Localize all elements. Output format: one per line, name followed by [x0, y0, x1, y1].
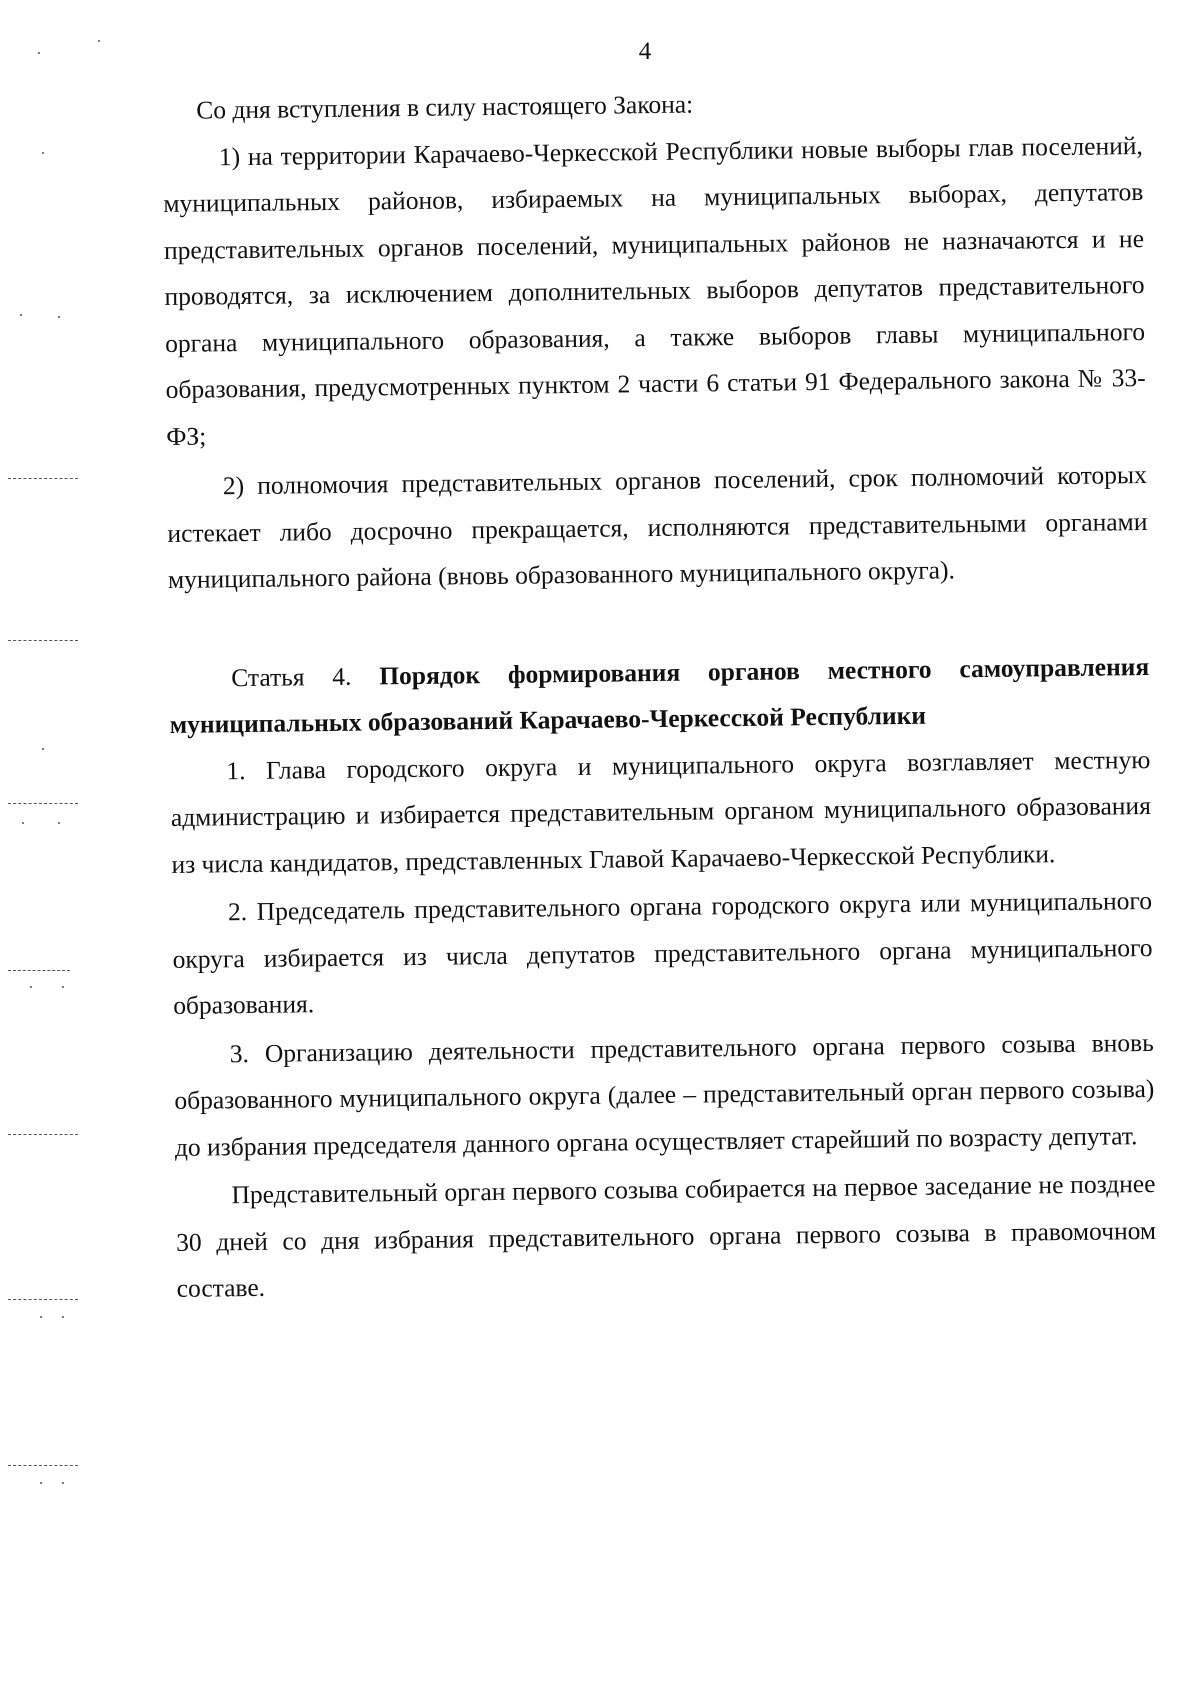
scan-margin-marks	[0, 0, 100, 1708]
article-paragraph-4: Представительный орган первого созыва собирается на первое заседание не позднее 30 дней со дня избрания представительного органа первого созыва в правомочном составе.	[175, 1168, 1157, 1303]
list-item-1: 1) на территории Карачаево-Черкесской Республики новые выборы глав поселений, муниципальных районов, избираемых на муниципальных выборах, депутатов представительных органов поселений, муниципальных районов не назначаются и не проводятся, за исключением дополнительных выборов депутатов представительного органа муниципального образования, а также выборов главы муниципального образования, предусмотренных пунктом 2 части 6 статьи 91 Федерального закона № 33-ФЗ;	[163, 130, 1146, 451]
article-paragraph-3: 3. Организацию деятельности представительного органа первого созыва вновь образованного муниципального округа (далее – представительный орган первого созыва) до избрания председателя данного органа осуществляет старейший по возрасту депутат.	[174, 1027, 1155, 1162]
page-number: 4	[638, 38, 652, 65]
list-item-2: 2) полномочия представительных органов поселений, срок полномочий которых истекает либо досрочно прекращается, исполняются представительными органами муниципального района (вновь образованного муниципального округа).	[167, 459, 1148, 594]
article-heading	[169, 643, 1150, 748]
article-paragraph-1: 1. Глава городского округа и муниципального округа возглавляет местную администрацию и избирается представительным органом муниципального образования из числа кандидатов, представленных Главой Карачаево-Черкесской Республики.	[170, 744, 1152, 879]
intro-paragraph: Со дня вступления в силу настоящего Закона:	[196, 89, 694, 125]
article-label: Статья 4.	[231, 661, 352, 692]
article-paragraph-2: 2. Председатель представительного органа городского округа или муниципального округа избирается из числа депутатов представительного органа муниципального образования.	[172, 885, 1153, 1020]
article-title: Порядок формирования органов местного самоуправления муниципальных образований Карачаево-Черкесской Республики	[169, 651, 1150, 739]
document-body	[162, 76, 1157, 1312]
